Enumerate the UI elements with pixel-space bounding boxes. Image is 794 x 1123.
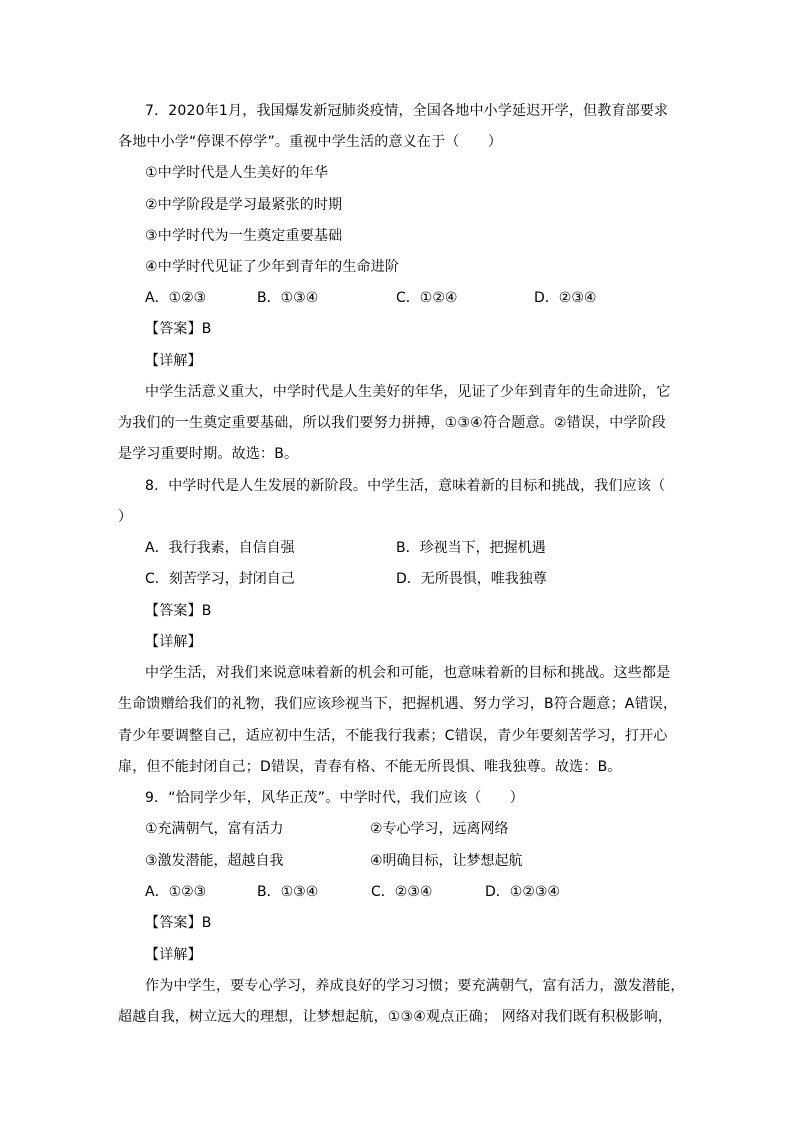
detail-label: 【详解】 bbox=[145, 634, 202, 650]
statement: ②中学阶段是学习最紧张的时期 bbox=[145, 197, 343, 213]
option-a: A．①②③ bbox=[145, 290, 207, 306]
option-b: B．珍视当下，把握机遇 bbox=[396, 540, 546, 556]
option-a: A．①②③ bbox=[145, 884, 207, 900]
option-a: A．我行我素，自信自强 bbox=[145, 540, 295, 556]
explanation: 扉，但不能封闭自己；D错误，青春有格、不能无所畏惧、唯我独尊。故选：B。 bbox=[118, 759, 622, 775]
explanation: 中学生活意义重大，中学时代是人生美好的年华，见证了少年到青年的生命进阶，它 bbox=[145, 384, 671, 400]
statement: ③中学时代为一生奠定重要基础 bbox=[145, 228, 343, 244]
explanation: 生命馈赠给我们的礼物，我们应该珍视当下，把握机遇、努力学习，B符合题意；A错误， bbox=[118, 696, 678, 712]
explanation: 是学习重要时期。故选：B。 bbox=[118, 446, 299, 462]
option-d: D．无所畏惧，唯我独尊 bbox=[396, 571, 547, 587]
option-b: B．①③④ bbox=[257, 884, 319, 900]
statement: ④中学时代见证了少年到青年的生命进阶 bbox=[145, 259, 400, 275]
option-d: D．①②③④ bbox=[485, 884, 560, 900]
question-stem: 9．“恰同学少年，风华正茂”。中学时代，我们应该（ ） bbox=[145, 790, 525, 806]
question-stem: 7．2020年1月，我国爆发新冠肺炎疫情，全国各地中小学延迟开学，但教育部要求 bbox=[145, 103, 669, 119]
statement: ②专心学习，远离网络 bbox=[370, 821, 509, 837]
statement: ①中学时代是人生美好的年华 bbox=[145, 165, 329, 181]
answer-label: 【答案】B bbox=[145, 915, 212, 931]
option-c: C．刻苦学习，封闭自己 bbox=[145, 571, 295, 587]
option-d: D．②③④ bbox=[534, 290, 597, 306]
option-c: C．①②④ bbox=[396, 290, 458, 306]
explanation: 为我们的一生奠定重要基础，所以我们要努力拼搏，①③④符合题意。②错误，中学阶段 bbox=[118, 415, 667, 431]
statement: ③激发潜能，超越自我 bbox=[145, 853, 284, 869]
question-stem: 各地中小学“停课不停学”。重视中学生活的意义在于（ ） bbox=[118, 134, 503, 150]
explanation: 作为中学生，要专心学习，养成良好的学习习惯；要充满朝气，富有活力，激发潜能， bbox=[145, 978, 685, 994]
detail-label: 【详解】 bbox=[145, 353, 202, 369]
question-stem: ） bbox=[118, 509, 133, 525]
statement: ①充满朝气，富有活力 bbox=[145, 821, 284, 837]
answer-label: 【答案】B bbox=[145, 603, 212, 619]
statement: ④明确目标，让梦想起航 bbox=[370, 853, 523, 869]
option-b: B．①③④ bbox=[257, 290, 319, 306]
explanation: 超越自我，树立远大的理想，让梦想起航，①③④观点正确； 网络对我们既有积极影响， bbox=[118, 1009, 673, 1025]
answer-label: 【答案】B bbox=[145, 321, 212, 337]
detail-label: 【详解】 bbox=[145, 947, 202, 963]
question-stem: 8．中学时代是人生发展的新阶段。中学生活，意味着新的目标和挑战，我们应该（ bbox=[145, 478, 666, 494]
explanation: 青少年要调整自己，适应初中生活，不能我行我素；C错误，青少年要刻苦学习，打开心 bbox=[118, 728, 668, 744]
option-c: C．②③④ bbox=[371, 884, 433, 900]
explanation: 中学生活，对我们来说意味着新的机会和可能，也意味着新的目标和挑战。这些都是 bbox=[145, 665, 671, 681]
